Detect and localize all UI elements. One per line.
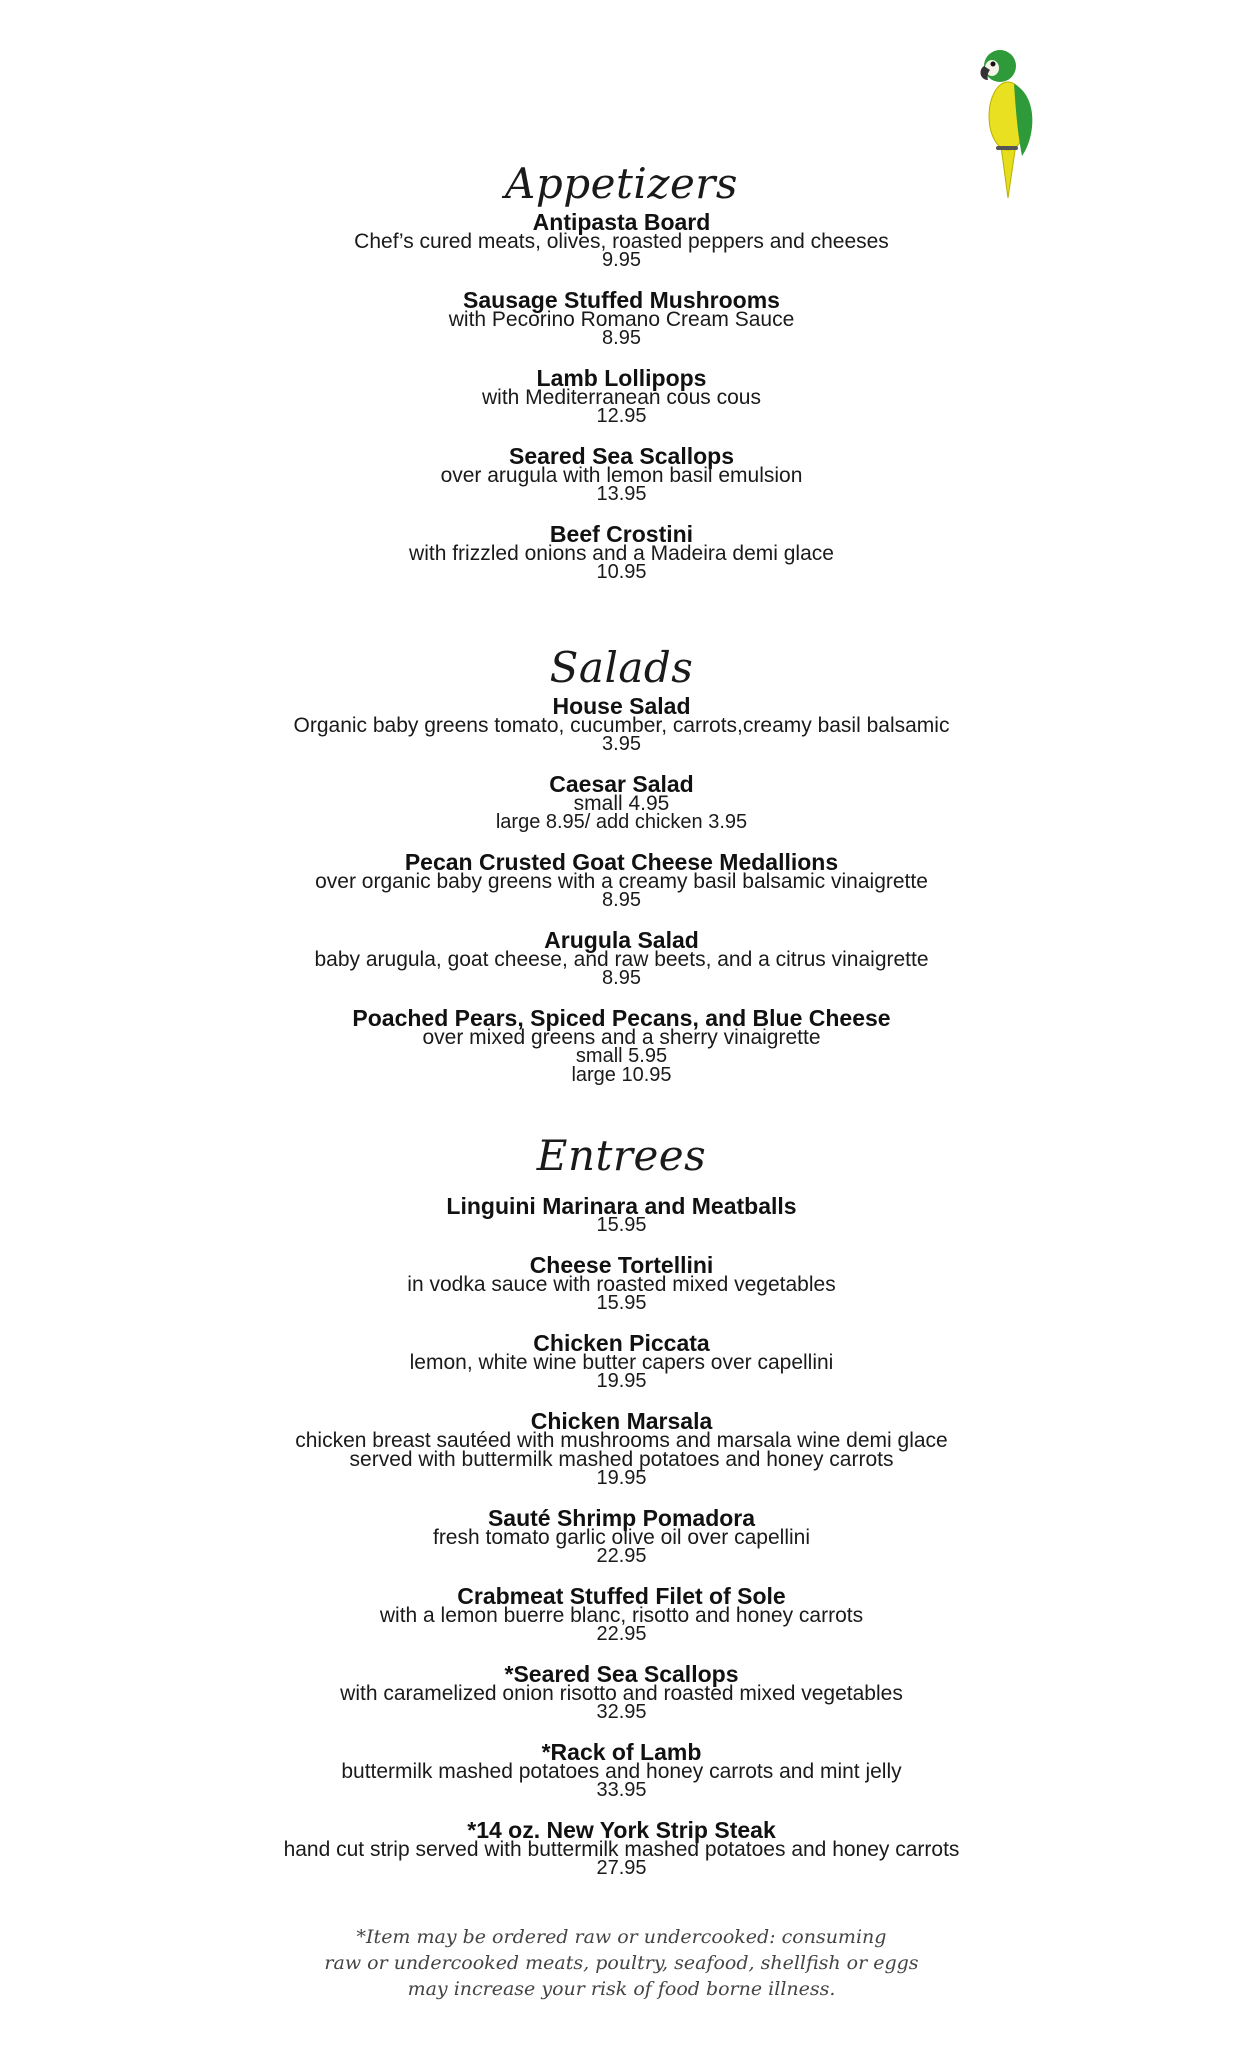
item-name: House Salad [552,693,691,719]
item-price: 13.95 [596,483,647,505]
item-name: Caesar Salad [549,771,694,797]
menu-item [0,849,1243,911]
entrees-section [0,1132,1243,1898]
menu-item [0,209,1243,271]
disclaimer-line: may increase your risk of food borne illness. [407,1978,836,2000]
menu-item [0,1739,1243,1801]
item-price: 32.95 [596,1701,647,1723]
item-description: in vodka sauce with roasted mixed vegetables [407,1273,836,1296]
menu-item [0,1583,1243,1645]
item-name: Seared Sea Scallops [508,443,734,469]
menu-item [0,1193,1243,1236]
section-title: Entrees [536,1131,707,1180]
menu-item [0,443,1243,505]
item-name: Pecan Crusted Goat Cheese Medallions [404,849,839,875]
menu-item [0,927,1243,989]
item-name: Cheese Tortellini [529,1252,714,1278]
item-name: Antipasta Board [532,209,711,235]
section-title: Salads [549,643,694,692]
menu-item [0,1005,1243,1086]
item-name: Arugula Salad [544,927,699,953]
item-name: *Rack of Lamb [541,1739,702,1765]
item-name: *14 oz. New York Strip Steak [467,1817,776,1843]
menu-item [0,1330,1243,1392]
item-description: hand cut strip served with buttermilk mashed potatoes and honey carrots [283,1838,960,1861]
item-description: Chef’s cured meats, olives, roasted peppers and cheeses [354,230,889,253]
item-price: 22.95 [596,1545,647,1567]
item-price: small 5.95 [575,1045,668,1067]
item-name: Sausage Stuffed Mushrooms [463,287,780,313]
item-name: Sauté Shrimp Pomadora [487,1505,756,1531]
item-price: 19.95 [596,1370,647,1392]
salads-section [0,644,1243,1105]
item-description: with a lemon buerre blanc, risotto and honey carrots [379,1604,864,1627]
item-price: 8.95 [602,889,641,911]
item-price: 27.95 [596,1857,647,1879]
menu-item [0,771,1243,833]
menu-item [0,521,1243,583]
item-name: Chicken Marsala [530,1408,713,1434]
item-price: 8.95 [602,327,641,349]
item-name: Poached Pears, Spiced Pecans, and Blue Cheese [352,1005,891,1031]
item-price: 8.95 [602,967,641,989]
item-name: Beef Crostini [549,521,694,547]
disclaimer-line: *Item may be ordered raw or undercooked: consuming [356,1926,887,1948]
item-price: 12.95 [596,405,647,427]
item-description-2: served with buttermilk mashed potatoes and honey carrots [349,1448,894,1471]
item-price: 19.95 [596,1467,647,1489]
menu-item [0,1408,1243,1489]
disclaimer-line: raw or undercooked meats, poultry, seafood, shellfish or eggs [324,1952,919,1974]
item-price: 15.95 [596,1292,647,1314]
item-price: large 8.95/ add chicken 3.95 [495,811,748,833]
menu-item [0,365,1243,427]
item-name: *Seared Sea Scallops [504,1661,739,1687]
item-description: over organic baby greens with a creamy basil balsamic vinaigrette [315,870,928,893]
item-description: with caramelized onion risotto and roasted mixed vegetables [340,1682,903,1705]
item-name: Chicken Piccata [533,1330,710,1356]
item-description: chicken breast sautéed with mushrooms and marsala wine demi glace [295,1429,948,1452]
entrees-list [0,1193,1243,1879]
item-name: Crabmeat Stuffed Filet of Sole [457,1583,786,1609]
item-description: over arugula with lemon basil emulsion [440,464,803,487]
menu-item [0,1817,1243,1879]
item-description: with Mediterranean cous cous [482,386,761,409]
appetizers-section [0,160,1243,602]
item-description: fresh tomato garlic olive oil over capellini [432,1526,810,1549]
menu-item [0,1661,1243,1723]
item-price: 10.95 [596,561,647,583]
item-price: 3.95 [602,733,641,755]
item-description: lemon, white wine butter capers over capellini [409,1351,834,1374]
item-price: 15.95 [596,1214,647,1236]
menu-item [0,1505,1243,1567]
item-name: Linguini Marinara and Meatballs [446,1193,797,1219]
salads-list [0,693,1243,1086]
item-description: Organic baby greens tomato, cucumber, carrots,creamy basil balsamic [293,714,950,737]
item-description: with frizzled onions and a Madeira demi glace [409,542,834,565]
item-price: 22.95 [596,1623,647,1645]
section-title: Appetizers [505,159,738,208]
item-description: buttermilk mashed potatoes and honey carrots and mint jelly [341,1760,902,1783]
menu-item [0,693,1243,755]
item-description: small 4.95 [573,792,670,815]
item-price-large: large 10.95 [571,1064,672,1086]
menu-item [0,287,1243,349]
appetizers-list [0,209,1243,583]
item-price: 9.95 [602,249,641,271]
menu-item [0,1252,1243,1314]
item-description: with Pecorino Romano Cream Sauce [448,308,795,331]
item-name: Lamb Lollipops [536,365,707,391]
item-description: over mixed greens and a sherry vinaigrette [422,1026,821,1049]
item-price: 33.95 [596,1779,647,1801]
raw-food-disclaimer [0,1924,1243,2002]
item-description: baby arugula, goat cheese, and raw beets, and a citrus vinaigrette [314,948,929,971]
